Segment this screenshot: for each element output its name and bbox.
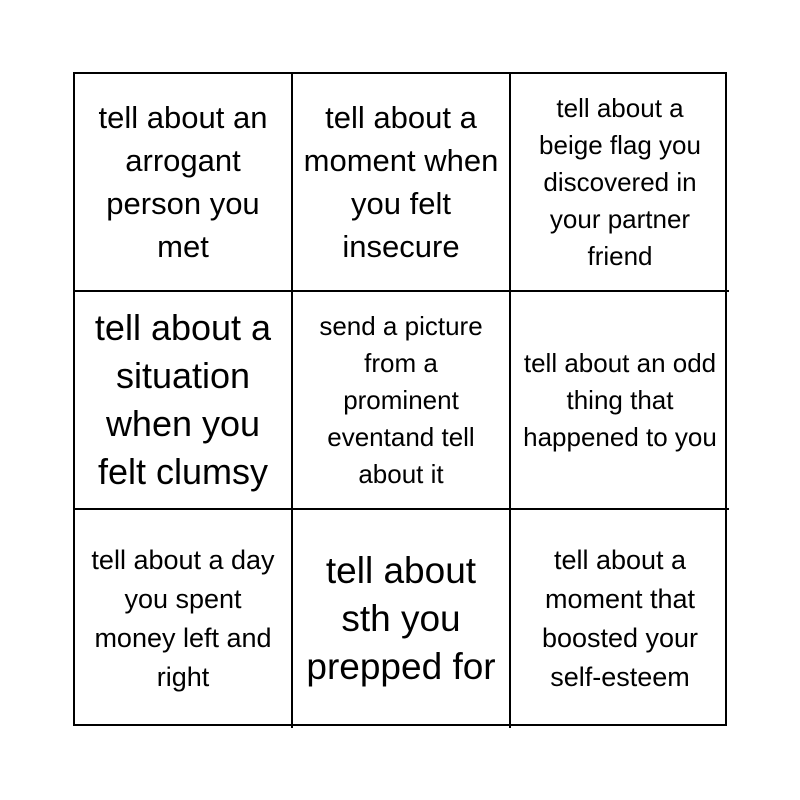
- bingo-cell[interactable]: [75, 510, 293, 728]
- bingo-cell[interactable]: [75, 292, 293, 510]
- bingo-cell-text: tell about a day you spent money left and right: [91, 545, 275, 692]
- bingo-cell-text: tell about a moment when you felt insecure: [303, 100, 499, 264]
- bingo-cell[interactable]: [293, 510, 511, 728]
- bingo-cell-text: tell about an odd thing that happened to you: [523, 347, 717, 452]
- bingo-cell[interactable]: [511, 292, 729, 510]
- bingo-cell-text: tell about a moment that boosted your self-esteem: [541, 545, 699, 692]
- bingo-cell[interactable]: [75, 74, 293, 292]
- bingo-board: [73, 72, 727, 726]
- bingo-cell-text: tell about sth you prepped for: [306, 550, 496, 687]
- bingo-cell[interactable]: [293, 74, 511, 292]
- bingo-cell-text: send a picture from a prominent eventand tell about it: [319, 310, 483, 489]
- bingo-cell[interactable]: [293, 292, 511, 510]
- bingo-cell-text: tell about a situation when you felt clumsy: [94, 307, 272, 492]
- bingo-cell-text: tell about an arrogant person you met: [98, 100, 268, 264]
- bingo-cell[interactable]: [511, 510, 729, 728]
- bingo-cell-text: tell about a beige flag you discovered in your partner friend: [539, 92, 701, 271]
- bingo-cell[interactable]: [511, 74, 729, 292]
